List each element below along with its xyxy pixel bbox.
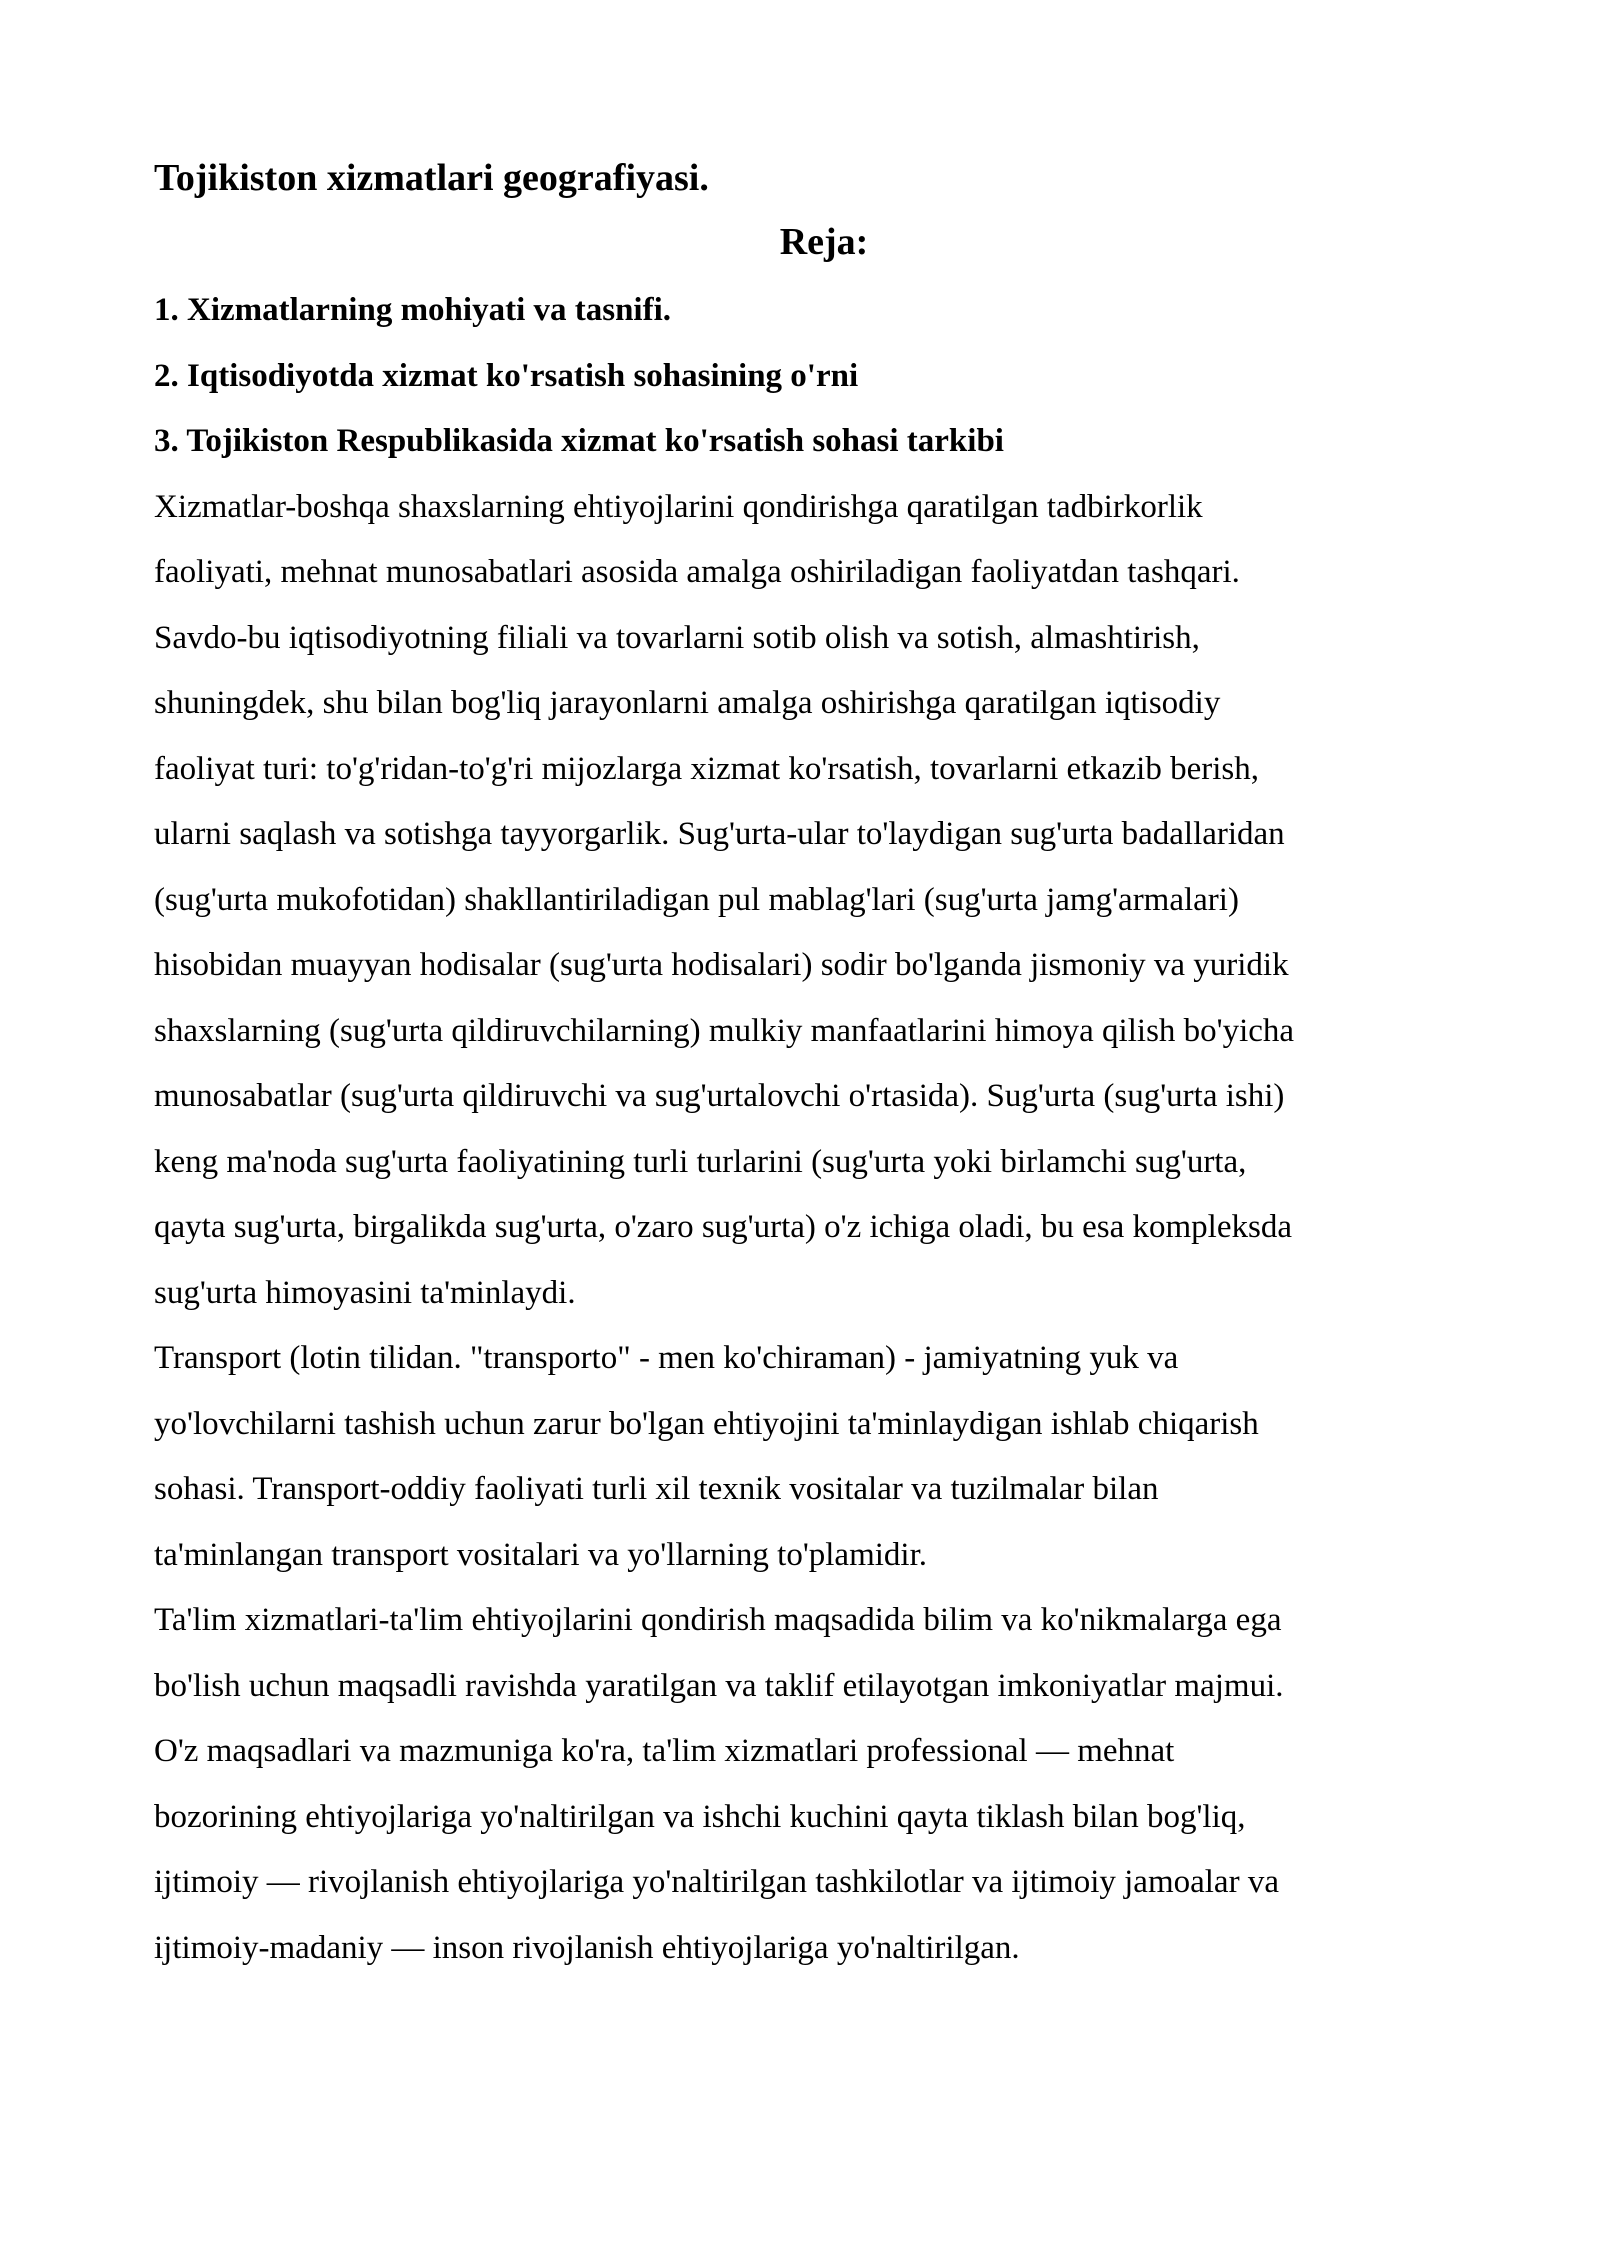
text-line: munosabatlar (sug'urta qildiruvchi va sug'urtalovchi o'rtasida). Sug'urta (sug'urta ishi) — [154, 1078, 1285, 1114]
text-line: shaxslarning (sug'urta qildiruvchilarning) mulkiy manfaatlarini himoya qilish bo'yicha — [154, 1012, 1295, 1049]
text-line: yo'lovchilarni tashish uchun zarur bo'lgan ehtiyojini ta'minlaydigan ishlab chiqarish — [154, 1405, 1259, 1442]
body-text — [154, 475, 1474, 1982]
plan-heading: Reja: — [779, 221, 869, 263]
text-line: keng ma'noda sug'urta faoliyatining turli turlarini (sug'urta yoki birlamchi sug'urta, — [154, 1143, 1247, 1180]
paragraph-services — [154, 475, 1474, 1327]
text-line: shuningdek, shu bilan bog'liq jarayonlarni amalga oshirishga qaratilgan iqtisodiy — [154, 685, 1221, 721]
text-line: ularni saqlash va sotishga tayyorgarlik. Sug'urta-ular to'laydigan sug'urta badallaridan — [154, 816, 1285, 852]
text-line: hisobidan muayyan hodisalar (sug'urta hodisalari) sodir bo'lganda jismoniy va yuridik — [154, 947, 1289, 983]
document-title: Tojikiston xizmatlari geografiyasi. — [154, 157, 709, 199]
text-line: Transport (lotin tilidan. "transporto" - men ko'chiraman) - jamiyatning yuk va — [154, 1340, 1179, 1376]
text-line: faoliyat turi: to'g'ridan-to'g'ri mijozlarga xizmat ko'rsatish, tovarlarni etkazib berish, — [154, 750, 1259, 787]
text-line: sug'urta himoyasini ta'minlaydi. — [154, 1274, 576, 1311]
text-line: Ta'lim xizmatlari-ta'lim ehtiyojlarini qondirish maqsadida bilim va ko'nikmalarga ega — [154, 1602, 1282, 1638]
plan-list — [154, 278, 1474, 475]
text-line: ta'minlangan transport vositalari va yo'llarning to'plamidir. — [154, 1536, 928, 1573]
text-line: Savdo-bu iqtisodiyotning filiali va tovarlarni sotib olish va sotish, almashtirish, — [154, 619, 1200, 656]
text-line: (sug'urta mukofotidan) shakllantiriladigan pul mablag'lari (sug'urta jamg'armalari) — [154, 881, 1239, 918]
text-line: O'z maqsadlari va mazmuniga ko'ra, ta'lim xizmatlari professional — mehnat — [154, 1733, 1175, 1769]
text-line: faoliyati, mehnat munosabatlari asosida amalga oshiriladigan faoliyatdan tashqari. — [154, 554, 1240, 590]
text-line: Xizmatlar-boshqa shaxslarning ehtiyojlarini qondirishga qaratilgan tadbirkorlik — [154, 488, 1203, 525]
plan-item-3: 3. Tojikiston Respublikasida xizmat ko'rsatish sohasi tarkibi — [154, 423, 1004, 459]
paragraph-transport — [154, 1326, 1474, 1588]
plan-item-1: 1. Xizmatlarning mohiyati va tasnifi. — [154, 292, 671, 328]
document-page — [154, 148, 1474, 1981]
text-line: ijtimoiy — rivojlanish ehtiyojlariga yo'naltirilgan tashkilotlar va ijtimoiy jamoalar va — [154, 1864, 1279, 1900]
text-line: sohasi. Transport-oddiy faoliyati turli xil texnik vositalar va tuzilmalar bilan — [154, 1471, 1159, 1507]
text-line: ijtimoiy-madaniy — inson rivojlanish ehtiyojlariga yo'naltirilgan. — [154, 1929, 1020, 1966]
text-line: bozorining ehtiyojlariga yo'naltirilgan va ishchi kuchini qayta tiklash bilan bog'liq, — [154, 1798, 1246, 1835]
text-line: bo'lish uchun maqsadli ravishda yaratilgan va taklif etilayotgan imkoniyatlar majmui. — [154, 1667, 1284, 1704]
plan-item-2: 2. Iqtisodiyotda xizmat ko'rsatish sohasining o'rni — [154, 357, 859, 394]
text-line: qayta sug'urta, birgalikda sug'urta, o'zaro sug'urta) o'z ichiga oladi, bu esa kompleksda — [154, 1209, 1292, 1245]
paragraph-education — [154, 1588, 1474, 1981]
